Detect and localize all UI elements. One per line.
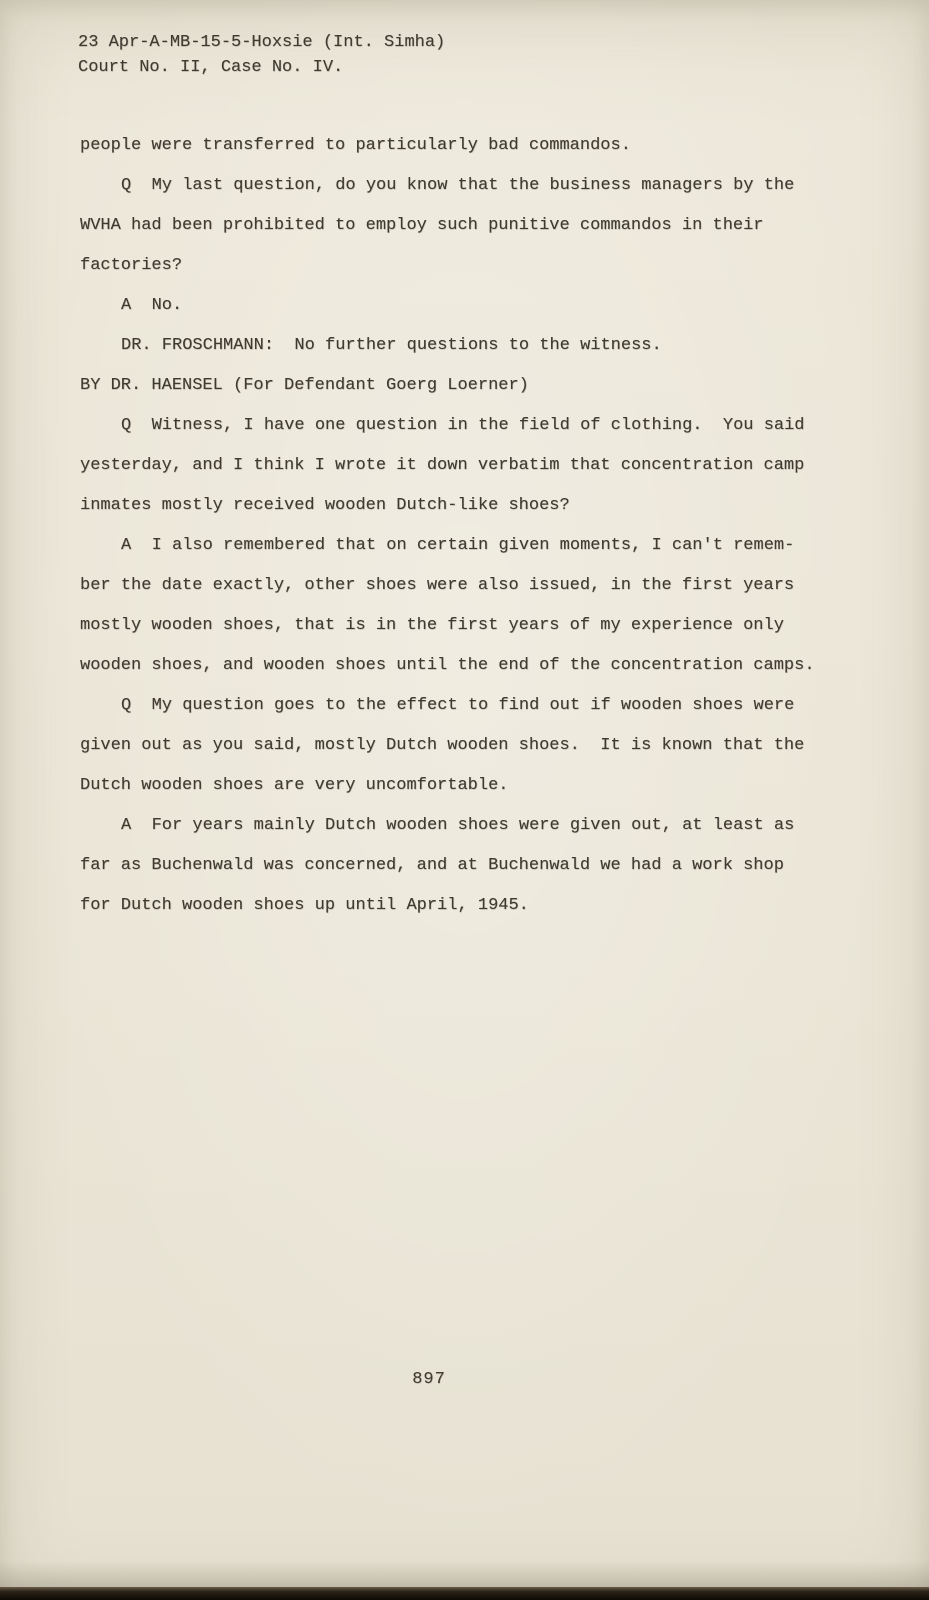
text-line: wooden shoes, and wooden shoes until the end of the concentration camps. — [80, 656, 815, 675]
header-line: 23 Apr-A-MB-15-5-Hoxsie (Int. Simha) — [78, 33, 446, 52]
text-line: BY DR. HAENSEL (For Defendant Goerg Loerner) — [80, 376, 529, 395]
text-line: WVHA had been prohibited to employ such punitive commandos in their — [80, 216, 764, 235]
text-line: A I also remembered that on certain given moments, I can't remem- — [121, 536, 795, 555]
text-line: A For years mainly Dutch wooden shoes were given out, at least as — [121, 816, 795, 835]
text-line: factories? — [80, 256, 183, 275]
text-line: yesterday, and I think I wrote it down verbatim that concentration camp — [80, 456, 805, 475]
text-line: ber the date exactly, other shoes were also issued, in the first years — [80, 576, 795, 595]
text-line: Q Witness, I have one question in the field of clothing. You said — [121, 416, 805, 435]
text-line: people were transferred to particularly bad commandos. — [80, 136, 631, 155]
text-line: DR. FROSCHMANN: No further questions to the witness. — [121, 336, 662, 355]
scan-edge — [0, 1587, 929, 1600]
text-line: for Dutch wooden shoes up until April, 1945. — [80, 896, 529, 915]
text-line: mostly wooden shoes, that is in the first years of my experience only — [80, 616, 784, 635]
page-number: 897 — [412, 1370, 446, 1389]
text-line: Q My last question, do you know that the business managers by the — [121, 176, 795, 195]
text-line: given out as you said, mostly Dutch wooden shoes. It is known that the — [80, 736, 805, 755]
text-line: Dutch wooden shoes are very uncomfortable. — [80, 776, 509, 795]
text-line: far as Buchenwald was concerned, and at Buchenwald we had a work shop — [80, 856, 784, 875]
document-body — [80, 126, 840, 926]
text-line: Q My question goes to the effect to find out if wooden shoes were — [121, 696, 795, 715]
text-line: A No. — [121, 296, 183, 315]
document-header — [78, 30, 445, 80]
header-line: Court No. II, Case No. IV. — [78, 58, 344, 77]
text-line: inmates mostly received wooden Dutch-like shoes? — [80, 496, 570, 515]
scan-shadow — [0, 1561, 929, 1587]
